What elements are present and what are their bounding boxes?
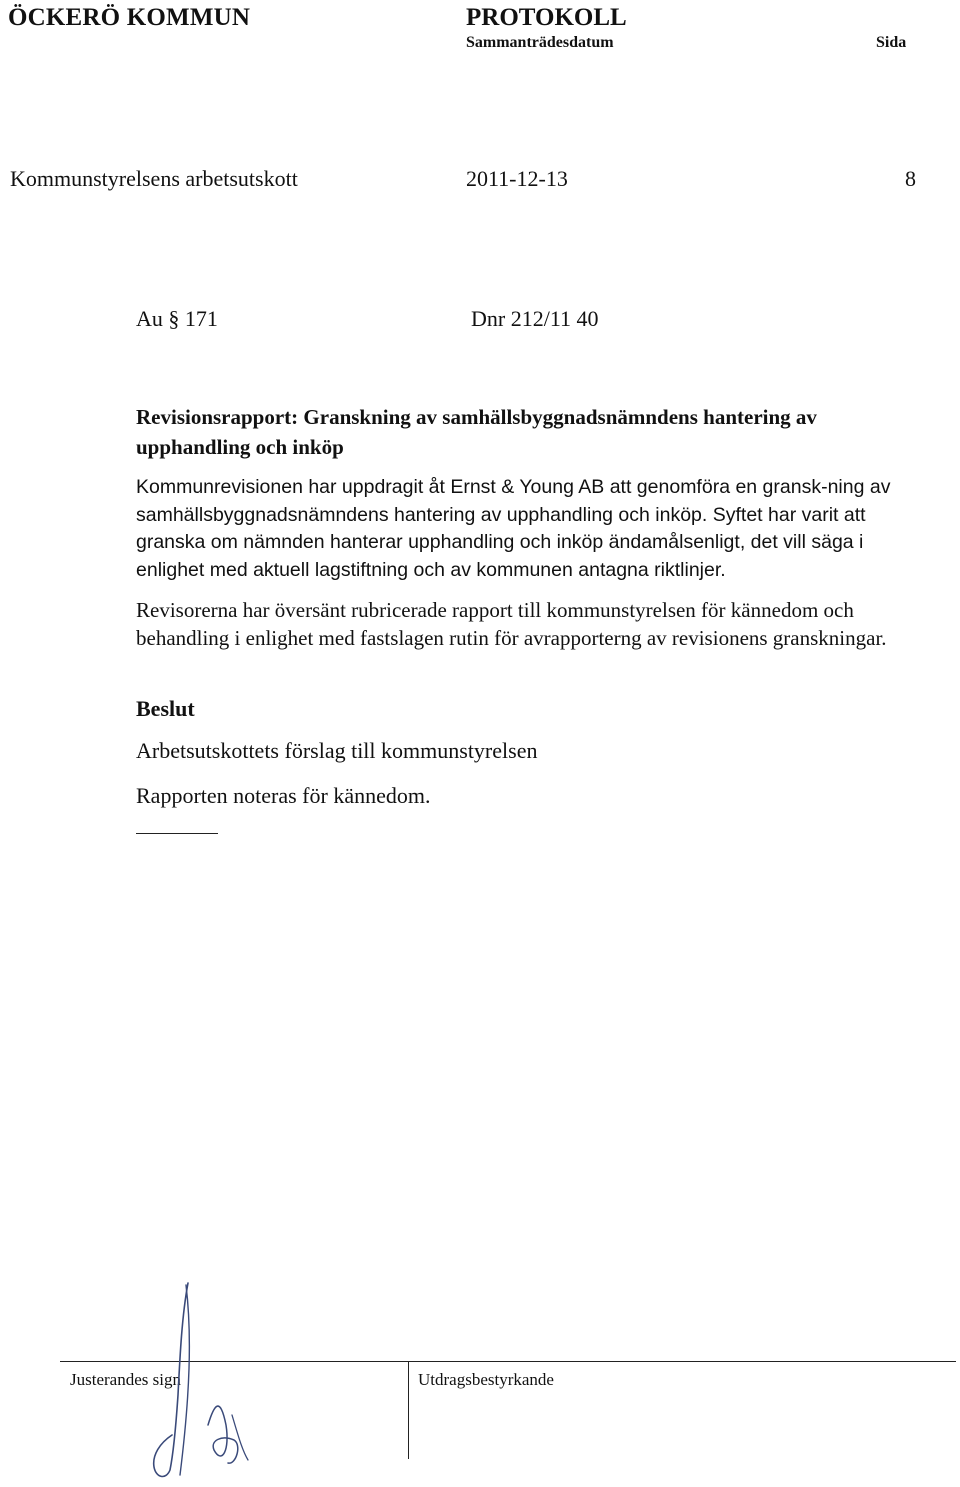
paragraph-number: Au § 171 [136, 306, 218, 331]
page-label: Sida [876, 34, 907, 51]
diary-number: Dnr 212/11 40 [471, 306, 599, 331]
handwritten-signature [130, 1275, 280, 1485]
end-divider [136, 833, 218, 834]
body-paragraph-1: Kommunrevisionen har uppdragit åt Ernst & Young AB att genomföra en gransk-ning av samhällsbyggnadsnämndens hantering av upphandling och inköp. Syftet har varit att granska om nämnden hanterar upphandling och inköp ändamålsenligt, det vill säga i enlighet med aktuell lagstiftning och av kommunen antagna riktlinjer. [136, 476, 891, 581]
document-type: PROTOKOLL [466, 4, 627, 31]
item-title: Revisionsrapport: Granskning av samhällsbyggnadsnämndens hantering av upphandling och inköp [136, 405, 817, 459]
signature-label: Justerandes sign [70, 1370, 181, 1389]
decision-text: Rapporten noteras för kännedom. [136, 783, 431, 808]
organization-name: ÖCKERÖ KOMMUN [8, 4, 251, 31]
signature-box-separator [408, 1361, 409, 1459]
date-label: Sammanträdesdatum [466, 34, 614, 51]
decision-heading: Beslut [136, 696, 195, 721]
extract-label: Utdragsbestyrkande [418, 1370, 554, 1389]
page-number: 8 [905, 166, 916, 191]
proposal-text: Arbetsutskottets förslag till kommunstyrelsen [136, 738, 538, 763]
meeting-body: Kommunstyrelsens arbetsutskott [10, 166, 298, 191]
body-paragraph-2: Revisorerna har översänt rubricerade rapport till kommunstyrelsen för kännedom och behandling i enlighet med fastslagen rutin för avrapporterng av revisionens granskningar. [136, 598, 887, 650]
meeting-date: 2011-12-13 [466, 166, 568, 191]
